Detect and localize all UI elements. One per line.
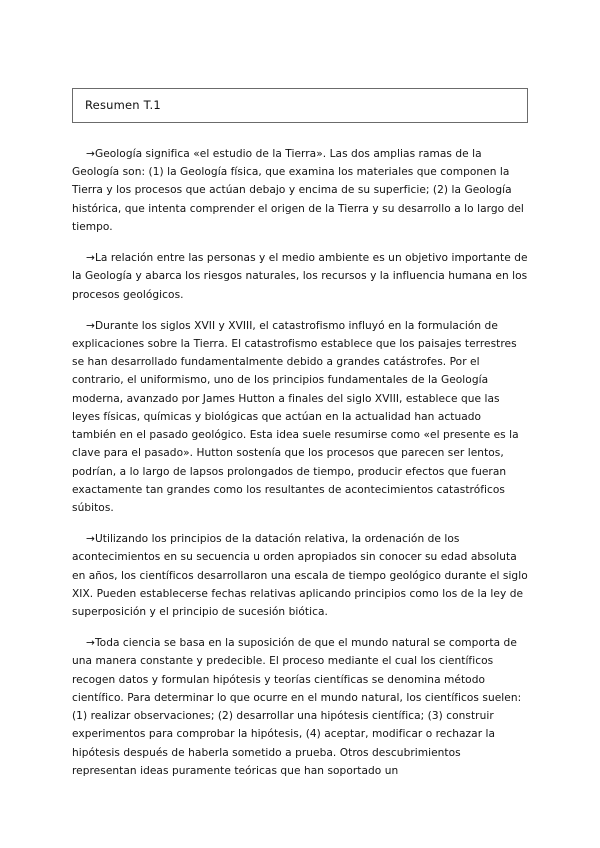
arrow-icon: →	[86, 148, 95, 160]
paragraph-4	[72, 530, 528, 621]
paragraph-text: La relación entre las personas y el medio ambiente es un objetivo importante de la Geología y abarca los riesgos naturales, los recursos y la influencia humana en los procesos geológicos.	[72, 252, 528, 301]
paragraph-text: Durante los siglos XVII y XVIII, el catastrofismo influyó en la formulación de explicaciones sobre la Tierra. El catastrofismo establece que los paisajes terrestres se han desarrollado fundamentalmente debido a grandes catástrofes. Por el contrario, el uniformismo, uno de los principios fundamentales de la Geología moderna, avanzado por James Hutton a finales del siglo XVIII, establece que las leyes físicas, químicas y biológicas que actúan en la actualidad han actuado también en el pasado geológico. Esta idea suele resumirse como «el presente es la clave para el pasado». Hutton sostenía que los procesos que parecen ser lentos, podrían, a lo largo de lapsos prolongados de tiempo, producir efectos que fueran exactamente tan grandes como los resultantes de acontecimientos catastróficos súbitos.	[72, 319, 519, 514]
paragraph-2	[72, 249, 528, 304]
paragraph-1	[72, 145, 528, 236]
paragraph-text: Toda ciencia se basa en la suposición de que el mundo natural se comporta de una manera constante y predecible. El proceso mediante el cual los científicos recogen datos y formulan hipótesis y teorías científicas se denomina método científico. Para determinar lo que ocurre en el mundo natural, los científicos suelen: (1) realizar observaciones; (2) desarrollar una hipótesis científica; (3) construir experimentos para comprobar la hipótesis, (4) aceptar, modificar o rechazar la hipótesis después de haberla sometido a prueba. Otros descubrimientos representan ideas puramente teóricas que han soportado un	[72, 637, 522, 777]
arrow-icon: →	[86, 252, 95, 265]
page-title: Resumen T.1	[85, 98, 161, 112]
paragraph-5	[72, 634, 528, 780]
paragraph-3	[72, 317, 528, 517]
paragraph-text: Geología significa «el estudio de la Tierra». Las dos amplias ramas de la Geología son: (1) la Geología física, que examina los materiales que componen la Tierra y los procesos que actúan debajo y encima de su superficie; (2) la Geología histórica, que intenta comprender el origen de la Tierra y su desarrollo a lo largo del tiempo.	[72, 148, 524, 233]
document-title-box	[72, 88, 528, 123]
arrow-icon: →	[86, 533, 95, 546]
arrow-icon: →	[86, 319, 95, 332]
arrow-icon: →	[86, 637, 95, 650]
paragraph-text: Utilizando los principios de la datación relativa, la ordenación de los acontecimientos en su secuencia u orden apropiados sin conocer su edad absoluta en años, los científicos desarrollaron una escala de tiempo geológico durante el siglo XIX. Pueden establecerse fechas relativas aplicando principios como los de la ley de superposición y el principio de sucesión biótica.	[72, 533, 528, 619]
document-body	[72, 145, 528, 780]
